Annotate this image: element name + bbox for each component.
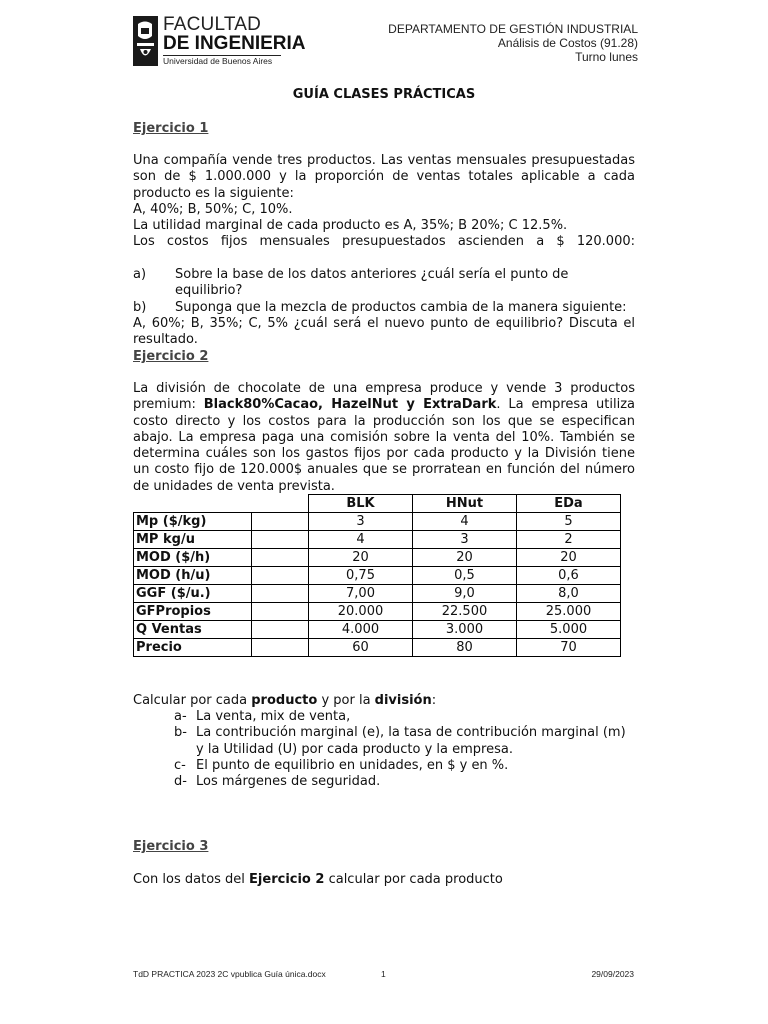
list-text: El punto de equilibrio en unidades, en $ y en %.: [196, 757, 509, 773]
calc-text: y por la: [317, 693, 375, 708]
question-a-text: Sobre la base de los datos anteriores ¿cuál sería el punto de equilibrio?: [175, 267, 569, 299]
calc-text: :: [431, 693, 437, 708]
table-cell: 60: [309, 639, 413, 657]
list-text: La venta, mix de venta,: [196, 709, 351, 724]
ej1-question-a: [133, 267, 635, 300]
page-title: GUÍA CLASES PRÁCTICAS: [292, 87, 476, 102]
table-cell: 22.500: [413, 603, 517, 621]
list-marker: b-: [174, 725, 187, 741]
ej1-body: [133, 153, 635, 349]
table-row: [134, 513, 621, 531]
column-header: HNut: [413, 495, 517, 513]
ej3-text: Con los datos del: [133, 872, 250, 887]
ej1-question-b-cont: A, 60%; B, 35%; C, 5% ¿cuál será el nuevo punto de equilibrio? Discuta el resultado.: [133, 315, 635, 348]
table-cell: 0,75: [309, 567, 413, 585]
calc-text: Calcular por cada: [133, 693, 252, 708]
list-text: Los márgenes de seguridad.: [196, 774, 381, 790]
ej1-paragraph-2: A, 40%; B, 50%; C, 10%.: [133, 201, 293, 217]
calc-bold-division: división: [374, 693, 432, 708]
ej1-paragraph-1: Una compañía vende tres productos. Las ventas mensuales presupuestadas son de $ 1.000.000 y la proporción de ventas totales aplicable a cada producto es la siguiente:: [133, 153, 635, 201]
table-cell: 20: [413, 549, 517, 567]
course-name: Análisis de Costos (91.28): [497, 36, 638, 50]
ej3-body: [133, 872, 635, 888]
table-row: [134, 585, 621, 603]
table-cell: 3: [413, 531, 517, 549]
table-cell: 7,00: [309, 585, 413, 603]
table-cell: 80: [413, 639, 517, 657]
row-label: MP kg/u: [134, 531, 252, 549]
question-b-text: Suponga que la mezcla de productos cambia de la manera siguiente:: [175, 299, 627, 315]
list-marker: a-: [174, 709, 187, 724]
logo-line-2: DE INGENIERIA: [163, 33, 306, 54]
table-cell: 4.000: [309, 621, 413, 639]
cost-table: [133, 494, 621, 657]
table-cell: 70: [517, 639, 621, 657]
crest-icon: [133, 16, 158, 66]
calc-bold-product: producto: [251, 693, 318, 708]
row-label: GGF ($/u.): [134, 585, 252, 603]
ej2-task-list: [174, 709, 634, 790]
table-cell: 3: [309, 513, 413, 531]
ej2-calc-instruction: [133, 693, 635, 709]
row-label: Precio: [134, 639, 252, 657]
list-item: [174, 774, 634, 790]
list-text: La contribución marginal (e), la tasa de contribución marginal (m) y la Utilidad (U) por cada producto y la empresa.: [196, 725, 626, 757]
ej1-paragraph-3: La utilidad marginal de cada producto es A, 35%; B 20%; C 12.5%.: [133, 218, 568, 234]
list-marker: c-: [174, 757, 186, 773]
footer-filename: TdD PRACTICA 2023 2C vpublica Guía única.docx: [133, 969, 326, 979]
table-row: [134, 531, 621, 549]
list-marker: d-: [174, 774, 187, 790]
table-row: [134, 549, 621, 567]
table-cell: 20: [517, 549, 621, 567]
ej1-paragraph-4: Los costos fijos mensuales presupuestados ascienden a $ 120.000:: [133, 234, 635, 250]
ej3-heading: Ejercicio 3: [133, 839, 209, 854]
footer-page-number: 1: [381, 969, 386, 979]
ej2-intro-products: Black80%Cacao, HazelNut y ExtraDark: [203, 397, 497, 413]
column-header: EDa: [517, 495, 621, 513]
table-cell: 0,6: [517, 567, 621, 585]
header-info: [388, 22, 638, 64]
question-a-label: a): [133, 267, 147, 283]
table-cell: 4: [413, 513, 517, 531]
table-cell: 20: [309, 549, 413, 567]
faculty-logo: [133, 14, 306, 66]
table-cell: 5.000: [517, 621, 621, 639]
logo-line-3: Universidad de Buenos Aires: [163, 56, 273, 66]
ej3-text: calcular por cada producto: [324, 872, 503, 887]
ej2-intro-post: . La empresa utiliza costo directo y los costos para la producción son los que se especifican abajo. La empresa paga una comisión sobre la venta del 10%. También se determina cuáles son los gastos fijos por cada producto y la División tiene un costo fijo de 120.000$ anuales que se prorratean en función del número de unidades de venta prevista.: [133, 397, 635, 494]
list-item: [174, 709, 634, 725]
table-cell: 25.000: [517, 603, 621, 621]
table-header-row: [134, 495, 621, 513]
ej2-intro: [133, 381, 635, 495]
table-row: [134, 567, 621, 585]
ej2-heading: Ejercicio 2: [133, 349, 209, 364]
list-item: [174, 725, 634, 758]
row-label: MOD ($/h): [134, 549, 252, 567]
table-row: [134, 639, 621, 657]
table-row: [134, 603, 621, 621]
row-label: MOD (h/u): [134, 567, 252, 585]
table-cell: 5: [517, 513, 621, 531]
table-row: [134, 621, 621, 639]
ej3-bold-ref: Ejercicio 2: [249, 872, 325, 887]
department-name: DEPARTAMENTO DE GESTIÓN INDUSTRIAL: [388, 22, 638, 36]
table-cell: 8,0: [517, 585, 621, 603]
ej1-heading: Ejercicio 1: [133, 121, 209, 136]
row-label: Mp ($/kg): [134, 513, 252, 531]
logo-line-1: FACULTAD: [163, 14, 262, 35]
table-cell: 3.000: [413, 621, 517, 639]
list-item: [174, 758, 634, 774]
table-cell: 0,5: [413, 567, 517, 585]
question-b-label: b): [133, 299, 147, 315]
row-label: Q Ventas: [134, 621, 252, 639]
table-cell: 9,0: [413, 585, 517, 603]
ej1-question-b: [133, 300, 635, 316]
table-cell: 2: [517, 531, 621, 549]
footer-date: 29/09/2023: [591, 969, 634, 979]
column-header: BLK: [309, 495, 413, 513]
row-label: GFPropios: [134, 603, 252, 621]
table-cell: 4: [309, 531, 413, 549]
table-cell: 20.000: [309, 603, 413, 621]
shift-name: Turno lunes: [575, 50, 638, 64]
ej2-intro-pre: La división de chocolate de una empresa produce y vende 3 productos premium:: [133, 381, 635, 413]
